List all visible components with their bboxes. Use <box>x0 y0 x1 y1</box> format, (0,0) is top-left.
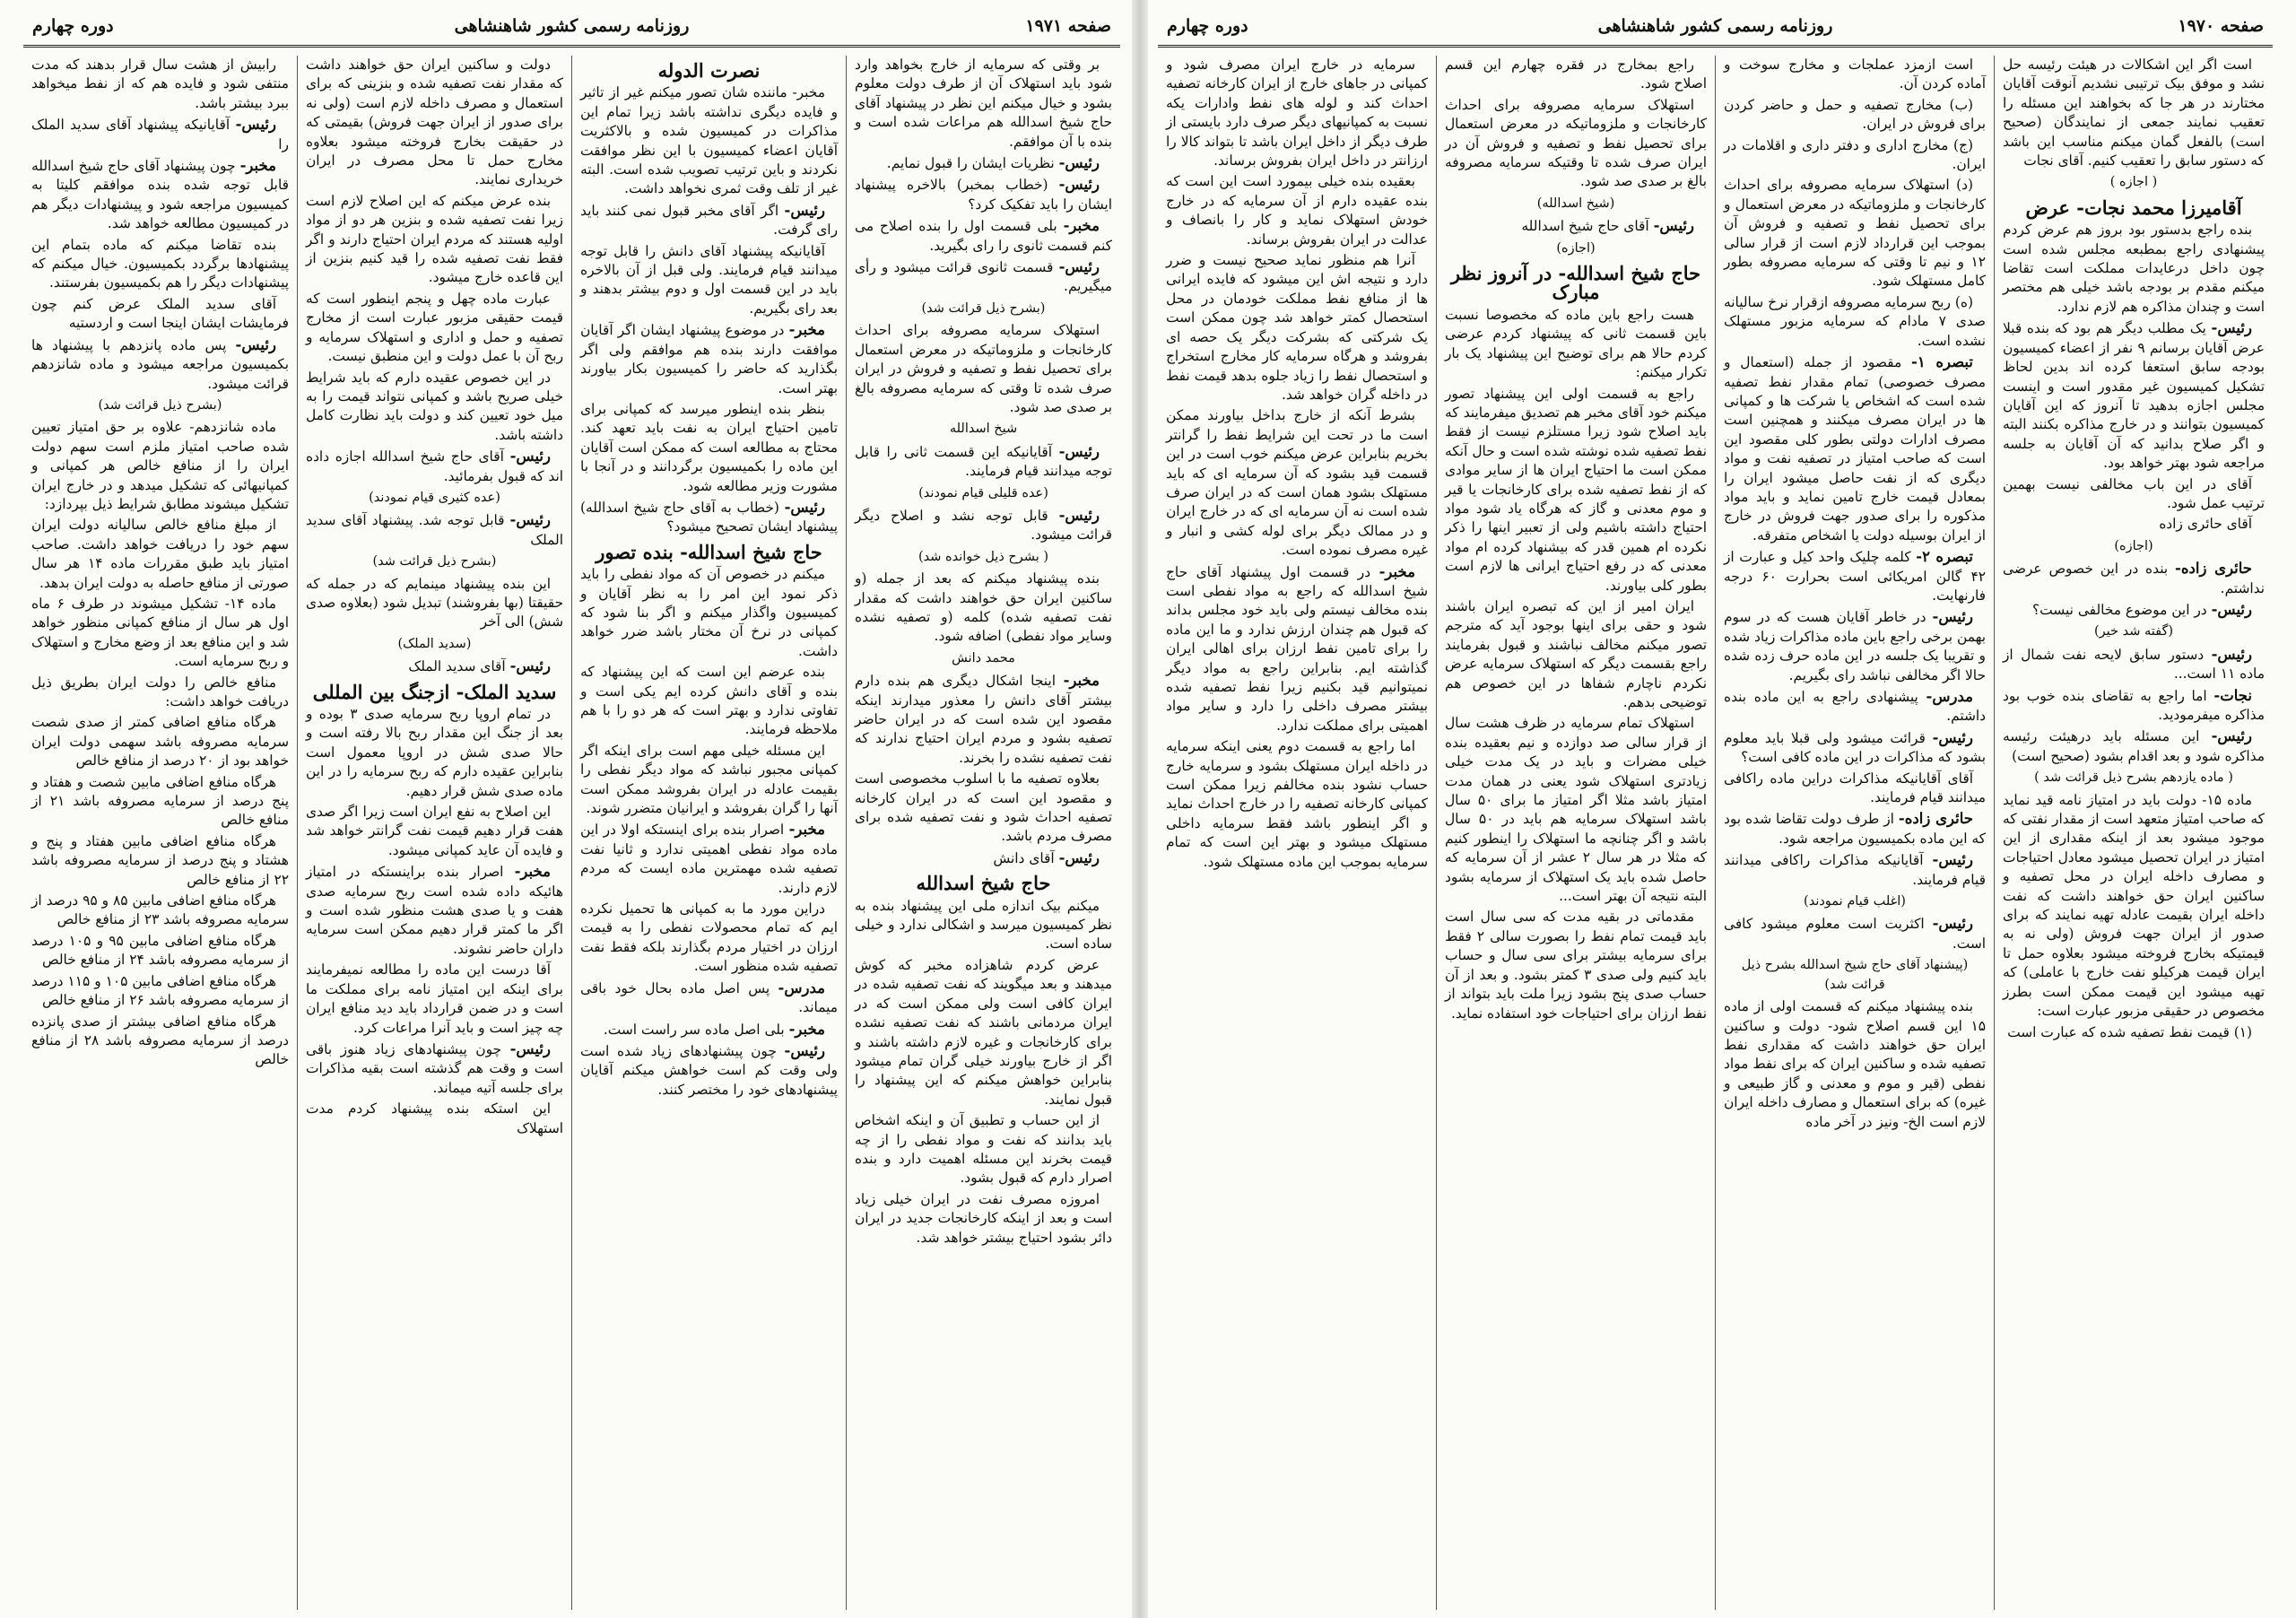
speaker-paragraph <box>2003 600 2265 620</box>
procedural-note: ( اجازه ) <box>2109 175 2158 190</box>
speaker-name: مخبر- <box>239 157 276 175</box>
speaker-name: رئیس- <box>1058 442 1100 460</box>
text-columns <box>23 56 1120 1610</box>
speech-text: قابل توجه نشد و اصلاح دیگر قرائت میشود. <box>855 507 1112 544</box>
body-paragraph: عبارت ماده چهل و پنجم اینطور است که قیمت حقیقی مزبور عبارت است از مخارج تصفیه و حمل و اداری و استهلاک سرمایه و ربح آن با عمل دولت و این منطبق نیست. <box>306 290 563 365</box>
body-paragraph: ماده ۱۴- تشکیل میشوند در طرف ۶ ماه اول هر سال از منافع کمپانی منظور خواهد شد و این منافع بعد از وضع مخارج و استهلاک و ربح سرمایه است. <box>31 595 289 670</box>
speaker-name: رئیس- <box>1932 915 1973 933</box>
body-paragraph: آقای در این باب مخالفی نیست بهمین ترتیب عمل شود. <box>2003 475 2265 511</box>
speech-text: (خطاب بمخبر) بالاخره پیشنهاد ایشان را باید تفکیک کرد؟ <box>855 177 1112 213</box>
speech-text: بلی قسمت اول را بنده اصلاح می کنم قسمت ثانوی را رای بگیرید. <box>855 218 1112 254</box>
speaker-paragraph <box>1445 216 1707 236</box>
body-paragraph: بنده پیشنهاد میکنم که قسمت اولی از ماده ۱۵ این قسم اصلاح شود- دولت و ساکنین ایران حق خواهند داشت که مقداری نفط تصفیه شده و ساکنین ایران که برای نفط مواد نفطی (قیر و موم و معدنی و گاز طبیعی و غیره) که برای استعمال و مصارف داخله ایران لازم است الخ- ونیز در آخر ماده <box>1724 998 1986 1130</box>
speech-text: آقایانیکه پیشنهاد آقای سدید الملک را <box>31 117 289 152</box>
body-paragraph: ایران امیر از این که تبصره ایران باشند شود و حقی برای اینها بوجود آید که مترجم تصور میکنم مخالف نباشند و قبول بفرمایند راجع بقسمت دیگر که استهلاک سرمایه عرض نکردم ناچارم شفاها در این خصوص هم توضیحی بدهم. <box>1445 597 1707 710</box>
speaker-name: رئیس- <box>1058 506 1100 524</box>
speaker-name: مخبر- <box>788 821 825 839</box>
speaker-name: مخبر- <box>788 321 825 339</box>
body-paragraph: بنده راجع بدستور بود بروز هم عرض کردم پیشنهادی راجع بمطبعه مجلس شده است چون داخل درعایدات مملکت است تقاضا میکنم مقدم بر بودجه باشد خیلی هم مختصر است و چندان مذاکره هم لازم ندارد. <box>2003 222 2265 315</box>
speaker-heading: آقامیرزا محمد نجات- عرض <box>2025 196 2242 219</box>
speaker-name: مخبر- <box>1063 672 1100 690</box>
body-paragraph: هرگاه منافع اضافی مابین شصت و هفتاد و پنج درصد از سرمایه مصروفه باشد ۲۱ از منافع خالص <box>31 773 289 829</box>
speech-text: اکثریت است معلوم میشود کافی است. <box>1724 916 1986 952</box>
speaker-name: رئیس- <box>1932 851 1973 869</box>
body-paragraph: اما راجع به قسمت دوم یعنی اینکه سرمایه در داخله ایران مستهلک بشود و سرمایه خارج حساب نشود بنده مخالفم زیرا ممکن است کمپانی کارخانه تصفیه را در خارج احداث نماید و اگر اینطور باشد فقط سرمایه داخلی مستهلک میشود و بهتر این است که تمام سرمایه بموجب این ماده مستهلک شود. <box>1166 738 1428 870</box>
page-number: صفحه ۱۹۷۱ <box>1025 16 1111 36</box>
speaker-paragraph <box>1724 352 1986 545</box>
body-paragraph: این بنده پیشنهاد مینمایم که در جمله که حقیقتا (بها بفروشند) تبدیل شود (بعلاوه صدی شش) الی آخر <box>306 575 563 631</box>
column-1 <box>1994 56 2273 1610</box>
speaker-name: نجات- <box>2213 686 2252 704</box>
speech-text: قابل توجه شد. پیشنهاد آقای سدید الملک <box>306 512 563 548</box>
body-paragraph: (ج) مخارج اداری و دفتر داری و اقلامات در ایران. <box>1724 136 1986 173</box>
newspaper-title: روزنامه رسمی کشور شاهنشاهی <box>454 16 690 36</box>
speaker-paragraph <box>855 175 1112 214</box>
speaker-name: رئیس- <box>1058 258 1100 276</box>
text-columns <box>1158 56 2273 1610</box>
body-paragraph: میکنم بیک اندازه ملی این پیشنهاد بنده به نظر کمیسیون میرسد و اشکالی ندارد و خیلی ساده است. <box>855 897 1112 953</box>
speech-text: اصرار بنده براینستکه در امتیاز هائیکه داده شده است ربح سرمایه صدی هفت و یا صدی هشت منظور شده است و اگر ما کمتر قرار دهیم ممکن است سرمایه داران حاضر نشوند. <box>306 864 563 957</box>
speaker-heading: حاج شیخ اسدالله <box>916 872 1051 895</box>
speaker-name: حائری زاده- <box>1898 810 1973 828</box>
speaker-heading: نصرت الدوله <box>657 59 761 82</box>
body-paragraph: این اصلاح به نفع ایران است زیرا اگر صدی هفت قرار دهیم قیمت نفت گرانتر خواهد شد و فایده آن عاید کمپانی میشود. <box>306 804 563 858</box>
body-paragraph: رابیش از هشت سال قرار بدهند که مدت منتفی شود و فایده هم که از نفط میخواهد ببرد بیشتر باشد. <box>31 57 289 111</box>
body-paragraph: این استکه بنده پیشنهاد کردم مدت استهلاک <box>306 1100 563 1136</box>
page-gutter <box>1132 0 1148 1618</box>
body-paragraph: آنرا هم منظور نماید صحیح نیست و ضرر دارد و نتیجه اش این میشود که فایده ایرانی ها از منافع نفط مملکت خودمان در محل استحصال کمتر خواهد شد چون ممکن است یک شرکتی که بشرکت دیگر یک حصه ای بفروشد و هرگاه سرمایه کار مخارج استخراج و استحصال نفط را زیاد جلوه بدهد قیمت نفط در داخله گران خواهد شد. <box>1166 252 1428 403</box>
body-paragraph: در تمام اروپا ربح سرمایه صدی ۳ بوده و بعد از جنگ این مقدار ربح بالا رفته است و حالا صدی شش در اروپا معمول است بنابراین عقیده دارم که ربح سرمایه را در این ماده صدی شش قرار دهیم. <box>306 706 563 799</box>
speech-text: اگر آقای مخبر قبول نمی کنند باید رای گرفت. <box>580 202 838 239</box>
speech-text: اما راجع به تقاضای بنده خوب بود مذاکره میفرمودید. <box>2003 687 2265 723</box>
speaker-paragraph <box>1166 562 1428 736</box>
procedural-note: (سدید الملک) <box>397 636 472 651</box>
speaker-name: رئیس- <box>509 448 551 465</box>
speaker-name: تبصره ۲- <box>1916 548 1973 566</box>
page-1970 <box>1152 9 2278 1610</box>
speaker-paragraph <box>580 979 838 1018</box>
body-paragraph: آقای آقایانیکه مذاکرات دراین ماده راکافی میدانند قیام فرمایند. <box>1724 770 1986 806</box>
speech-text: این مسئله باید درهیئت رئیسه مذاکره شود و بعد اقدام بشود (صحیح است) <box>2003 728 2265 764</box>
body-paragraph: آقای حائری زاده <box>2159 516 2252 533</box>
column-3 <box>1436 56 1715 1610</box>
period-label: دوره چهارم <box>32 16 114 36</box>
body-paragraph: مقدماتی در بقیه مدت که سی سال است باید قیمت تمام نفط را بصورت سالی ۲ فقط برای سرمایه بیشتر برای سی سال و حساب باید کنیم ولی صدی ۳ کمتر بشود. و بعد از آن حساب صدی پنج بشود زیرا ملت باید بتواند از نفط ارزان برای احتیاجات خود استفاده نماید. <box>1445 909 1707 1022</box>
speaker-paragraph <box>31 115 289 154</box>
speaker-name: رئیس- <box>1058 176 1100 194</box>
procedural-note: (شیخ اسدالله) <box>1536 196 1615 211</box>
column-2 <box>571 56 846 1610</box>
body-paragraph: هرگاه منافع اضافی مابین هفتاد و پنج و هشتاد و پنج درصد از سرمایه مصروفه باشد ۲۲ از منافع خالص <box>31 832 289 888</box>
speaker-paragraph <box>580 820 838 898</box>
period-label: دوره چهارم <box>1167 16 1248 36</box>
speaker-paragraph <box>31 335 289 394</box>
speaker-paragraph <box>580 320 838 398</box>
body-paragraph: میکنم در خصوص آن که مواد نفطی را باید ذکر نمود این امر را به نظر آقایان و کمیسیون واگذار میکنم و اگر بنا شود که کمپانی در نرخ آن مختار باشد ضرر خواهد داشت. <box>580 566 838 659</box>
speech-text: در خاطر آقایان هست که در سوم بهمن برخی راجع باین ماده مذاکرات زیاد شده و تقریبا یک جلسه در این ماده حرف زده شده حالا اگر مخالفی نباشد رای بگیریم. <box>1724 609 1986 683</box>
speaker-paragraph <box>855 671 1112 768</box>
body-paragraph: هرگاه منافع اضافی مابین ۱۰۵ و ۱۱۵ درصد از سرمایه مصروفه باشد ۲۶ از منافع خالص <box>31 972 289 1009</box>
page-number: صفحه ۱۹۷۰ <box>2178 16 2264 36</box>
speech-text: مقصود از جمله (استعمال و مصرف خصوصی) تمام مقدار نفط تصفیه شده است که اشخاص یا شرکت ها و کمپانی ها در ایران مصرف میکنند و همچنین است مصرف ادارات دولتی بطور کلی مقصود این است که صاحب امتیاز در تصفیه نفت و مواد دیگری که از نفت حاصل میشود ایران را بمعادل قیمت خارج تامین نماید و باید مواد مذکوره را برای صدور جهت فروش در خارج از ایران بوسیله دولت یا اشخاص متفرقه. <box>1724 354 1986 544</box>
speaker-paragraph <box>306 447 563 486</box>
speaker-name: رئیس- <box>2211 727 2252 745</box>
speaker-name: رئیس- <box>1058 848 1100 866</box>
body-paragraph: هرگاه منافع اضافی مابین ۸۵ و ۹۵ درصد از سرمایه مصروفه باشد ۲۳ از منافع خالص <box>31 892 289 928</box>
page-header <box>23 9 1120 48</box>
procedural-note: (گفته شد خیر) <box>2093 624 2174 639</box>
body-paragraph: آقای سدید الملک عرض کنم چون فرمایشات ایشان اینجا است و اردستیه <box>31 295 289 332</box>
procedural-note: (اجازه) <box>2114 538 2153 553</box>
speech-text: پس اصل ماده بحال خود باقی میماند. <box>580 979 838 1016</box>
body-paragraph: مخبر- ماننده شان تصور میکنم غیر از تاثیر و فایده دیگری نداشته باشد زیرا تمام این مذاکرات در کمیسیون شده و بالاکثریت آقایان اعضاء کمیسیون با این نظر موافقت نکردند و باین ترتیب تصویب شده است. البته غیر از تلف وقت ثمری نخواهد داشت. <box>580 84 838 197</box>
body-paragraph: ماده ۱۵- دولت باید در امتیاز نامه قید نماید که صاحب امتیاز متعهد است از مقدار نفتی که موجود میشود بعد از اینکه مقداری از این امتیاز در ایران تحصیل میشود معادل احتیاجات و مصارف داخله ایران در محل تصفیه و ساکنین ایران حق خواهند داشت که نفت داخله ایران بقیمت عادله تهیه نمایند که برای صدور از ایران جهت فروش (ولی نه به قیمتیکه بخارج فروخته میشود بعلاوه حمل تا ایران قیمت هرکیلو نفت خارج با عاملی) که تهیه میشود این قیمت ممکن است بطرز مخصوص در حقیقی مزبور عبارت است: <box>2003 791 2265 1020</box>
speech-text: دستور سابق لایحه نفت شمال از ماده ۱۱ است... <box>2003 646 2265 683</box>
speaker-paragraph <box>1724 809 1986 848</box>
body-paragraph: (د) استهلاک سرمایه مصروفه برای احداث کارخانجات و ملزوماتیکه در معرض استعمال و برای تحصیل نفط و تصفیه و فروش آن بموجب این قرارداد لازم است از قرار سالی ۱۲ و نیم تا وقتی که سرمایه مصروفه بطور کامل مستهلک شود. <box>1724 177 1986 290</box>
procedural-note: (اغلب قیام نمودند) <box>1804 894 1906 909</box>
speaker-name: مخبر- <box>514 863 551 881</box>
speech-text: آقای حاج شیخ اسدالله <box>1521 218 1649 235</box>
body-paragraph: بنده عرضم این است که این پیشنهاد که بنده و آقای دانش کرده ایم یکی است و تفاوتی ندارد و بهتر است که هر دو را با هم ملاحظه فرمایند. <box>580 664 838 738</box>
body-paragraph: بر وقتی که سرمایه از خارج بخواهد وارد شود باید استهلاک آن از طرف دولت معلوم بشود و خیال میکنم این نظر در پیشنهاد آقای حاج شیخ اسدالله هم مراعات شده است و بنده با آن موافقم. <box>855 57 1112 150</box>
body-paragraph: (ب) مخارج تصفیه و حمل و حاضر کردن برای فروش در ایران. <box>1724 96 1986 133</box>
speaker-name: مخبر- <box>1063 217 1100 235</box>
procedural-note: (عده کثیری قیام نمودند) <box>369 490 500 505</box>
body-paragraph: بنده تقاضا میکنم که ماده بتمام این پیشنهادها برگردد بکمیسیون. خیال میکنم که پیشنهادات دیگر را هم بکمیسیون بفرستند. <box>31 236 289 291</box>
column-3 <box>297 56 571 1610</box>
body-paragraph: بنده عرض میکنم که این اصلاح لازم است زیرا نفت تصفیه شده و بنزین هر دو از مواد اولیه هستند که مردم ایران احتیاج دارند و اگر فقط نفت تصفیه شده را قید کنیم بنزین از این قاعده خارج میشود. <box>306 192 563 286</box>
procedural-note: (پیشنهاد آقای حاج شیخ اسدالله بشرح ذیل قرائت شد) <box>1741 958 1969 992</box>
body-paragraph: راجع بمخارج در فقره چهارم این قسم اصلاح شود. <box>1445 57 1707 92</box>
speaker-paragraph <box>306 510 563 550</box>
speech-text: چون پیشنهادهای زیاد هنوز باقی است و وقت هم گذشته است بقیه مذاکرات برای جلسه آتیه میماند. <box>306 1040 563 1096</box>
speaker-paragraph <box>855 506 1112 545</box>
speaker-name: رئیس- <box>235 335 276 353</box>
body-paragraph: دراین مورد ما به کمپانی ها تحمیل نکرده ایم که تمام محصولات نفطی را به قیمت ارزان در اختیار مردم بگذارند بلکه فقط نفت تصفیه شده منظور است. <box>580 900 838 975</box>
speech-text: آقایانیکه این قسمت ثانی را قابل توجه میدانند قیام فرمایند. <box>855 443 1112 480</box>
speaker-name: مخبر- <box>788 1020 825 1038</box>
procedural-note: (عده قلیلی قیام نمودند) <box>918 485 1048 500</box>
speaker-name: رئیس- <box>2211 319 2252 337</box>
speaker-heading: سدید الملک- ازجنگ بین المللی <box>312 680 557 703</box>
body-paragraph: امروزه مصرف نفت در ایران خیلی زیاد است و بعد از اینکه کارخانجات جدید در ایران دائر بشود احتیاج بیشتر خواهد شد. <box>855 1190 1112 1246</box>
newspaper-title: روزنامه رسمی کشور شاهنشاهی <box>1597 16 1833 36</box>
body-paragraph: (ه) ربح سرمایه مصروفه ازقرار نرخ سالیانه صدی ۷ مادام که سرمایه مزبور مستهلک نشده است. <box>1724 293 1986 349</box>
speaker-paragraph <box>2003 559 2265 598</box>
speaker-paragraph <box>1724 850 1986 890</box>
body-paragraph: بعقیده بنده خیلی بیمورد است این است که بنده عقیده دارم از آن سرمایه که در خارج خودش استهلاک نماید و کار را بانصاف و عدالت در ایران بفروش برساند. <box>1166 173 1428 248</box>
body-paragraph: منافع خالص را دولت ایران بطریق ذیل دریافت خواهد داشت: <box>31 674 289 709</box>
speaker-name: رئیس- <box>509 1040 551 1057</box>
speech-text: کلمه چلیک واحد کیل و عبارت از ۴۲ گالن امریکائی است بحرارت ۶۰ درجه فارنهایت. <box>1724 549 1986 604</box>
speaker-name: رئیس- <box>2211 600 2252 618</box>
speaker-name: رئیس- <box>1058 154 1100 172</box>
speaker-name: رئیس- <box>509 511 551 529</box>
procedural-note: ( بشرح ذیل خوانده شد) <box>918 549 1049 564</box>
speech-text: نظریات ایشان را قبول نمایم. <box>886 155 1055 172</box>
speaker-paragraph <box>2003 645 2265 684</box>
column-4 <box>1158 56 1436 1610</box>
page-header <box>1158 9 2273 48</box>
speaker-paragraph <box>580 498 838 537</box>
speech-text: از طرف دولت تقاضا شده بود که این ماده بکمیسیون مراجعه شود. <box>1724 811 1986 847</box>
column-4 <box>23 56 297 1610</box>
speaker-paragraph <box>306 657 563 676</box>
speaker-paragraph <box>1724 687 1986 726</box>
body-paragraph: آقایانیکه پیشنهاد آقای دانش را قابل توجه میدانند قیام فرمایند. ولی قبل از آن بالاخره باید در این قسمت اول و دوم بیشتر بدهند و بعد رای بگیریم. <box>580 242 838 317</box>
speaker-name: مدرس- <box>778 979 825 996</box>
speaker-name: رئیس- <box>235 116 276 134</box>
speaker-paragraph <box>855 257 1112 297</box>
speech-text: آقای حاج شیخ اسدالله اجازه داده اند که قبول بفرمائید. <box>306 448 563 484</box>
speaker-paragraph <box>855 153 1112 173</box>
speech-text: در موضوع پیشنهاد ایشان اگر آقایان موافقت دارند بنده هم موافقم ولی اگر بگذارید که حاضر را کمیسیون بکار بیاورند بهتر است. <box>580 322 838 396</box>
body-paragraph: استهلاک سرمایه مصروفه برای احداث کارخانجات و ملزوماتیکه در معرض استعمال برای تحصیل نفط و تصفیه و فروش آن در ایران صرف شده تا وقتیکه سرمایه مصروفه بالغ بر صدی صد شود. <box>1445 96 1707 190</box>
speaker-name: رئیس- <box>784 201 825 219</box>
body-paragraph: استهلاک تمام سرمایه در ظرف هشت سال از قرار سالی صد دوازده و نیم بعقیده بنده خیلی مضرات و باید در یک مدت خیلی زیادتری استهلاک شود یعنی در همان مدت امتیاز باشد مثلا اگر امتیاز ما برای ۵۰ سال باشد استهلاک سرمایه هم باید در ۵۰ سال باشد و اگر چنانچه ما استهلاک را اینطور کنیم که مثلا در هر سال ۲ عشر از آن سرمایه که حاصل شده باید یک استهلاک از سرمایه بشود البته نتیجه آن بهتر است... <box>1445 715 1707 905</box>
speech-text: چون پیشنهاد آقای حاج شیخ اسدالله قابل توجه شده بنده موافقم کلیتا به کمیسیون مراجعه شود و پیشنهادات دیگر هم در کمیسیون مطالعه خواهد شد. <box>31 158 289 232</box>
speaker-name: رئیس- <box>784 498 825 516</box>
body-paragraph: راجع به قسمت اولی این پیشنهاد تصور میکنم خود آقای مخبر هم تصدیق میفرمایند که باید اصلاح شود زیرا مستلزم نیست از فقط نفط تصفیه شده نوشته شده است و حال آنکه ممکن است ما احتیاج ایران ها از سایر موادی که از نفط تصفیه شده برای کارخانجات یا قیر و موم معدنی و گاز که هرگاه یاد شود مواد احتیاج داشته باشیم ولی از تعبیر اینها را ذکر نکرده ام همین قدر که بیشنهاد کرده ام مواد معدنی که در رفع احتیاج ایرانی ها لازم است بطور کلی بیاورند. <box>1445 385 1707 594</box>
speech-text: یک مطلب دیگر هم بود که بنده قبلا عرض آقایان برسانم ۹ نفر از اعضاء کمیسیون بودجه سابق استعفا کرده اند بدین لحاظ تشکیل کمیسیون غیر مقدور است و اینست مجلس اجازه بدهید تا آنروز که این آقایان کمیسیون بتوانند و در خارج مذاکره بکنند البته و اگر صلاح بدانید که آن آقایان به جلسه مراجعه شود بهتر خواهد بود. <box>2003 320 2265 472</box>
speaker-paragraph <box>855 442 1112 482</box>
procedural-note: (بشرح ذیل قرائت شد) <box>98 397 222 413</box>
body-paragraph: بنظر بنده اینطور میرسد که کمپانی برای تامین احتیاج ایران به نفت باید تعهد کند. محتاج به مطالعه است که ممکن است آقایان این ماده را بکمیسیون برگردانند و در آنجا با مشورت وزیر مطالعه شود. <box>580 400 838 494</box>
speech-text: در قسمت اول پیشنهاد آقای حاج شیخ اسدالله که راجع به مواد نفطی است بنده مخالف نیستم ولی باید خود مجلس بداند که قبول هم چندان ارزش ندارد و ما این ماده را برای تامین نفط ارزان برای اهالی ایران گذاشته ایم. بنابراین راجع به مواد دیگر نمیتوانیم قید بکنیم زیرا نفط تصفیه شده بیشتر مصرف داخلی را دارد و سایر مواد اهمیتی برای مملکت ندارد. <box>1166 563 1428 734</box>
body-paragraph: (۱) قیمت نفط تصفیه شده که عبارت است <box>2007 1023 2252 1040</box>
speech-text: اصرار بنده برای اینستکه اولا در این ماده مواد نفطی اهمیتی ندارد و ثانیا نفت تصفیه شده مهمترین ماده ایست که مردم لازم دارند. <box>580 822 838 896</box>
speech-text: اینجا اشکال دیگری هم بنده دارم بیشتر آقای دانش را معذور میدارند اینکه مقصود این شده است که در ایران حاضر تصفیه بشود و مردم ایران احتیاج ندارند که نفت تصفیه نشده را بخرند. <box>855 673 1112 766</box>
procedural-note: ( ماده یازدهم بشرح ذیل قرائت شد ) <box>2034 770 2233 786</box>
speech-text: آقایانیکه مذاکرات راکافی میدانند قیام فرمایند. <box>1724 852 1986 888</box>
speaker-name: رئیس- <box>509 657 551 675</box>
procedural-note: (بشرح ذیل قرائت شد) <box>372 554 497 570</box>
speech-text: بلی اصل ماده سر راست است. <box>603 1021 785 1038</box>
body-paragraph: است اگر این اشکالات در هیئت رئیسه حل نشد و موفق بیک ترتیبی نشدیم آنوقت آقایان مختارند در هر جا که بخواهند این مسئله را تعقیب نمایند جمعی از نمایندگان (صحیح است) بالفعل گمان میکنم مناسب این باشد که دستور سابق را تعقیب کنیم. آقای نجات <box>2003 57 2265 170</box>
speaker-paragraph <box>1724 914 1986 953</box>
speech-text: بنده در این خصوص عرضی نداشتم. <box>2003 561 2265 596</box>
speech-text: آقای سدید الملک <box>408 658 506 675</box>
body-paragraph: هرگاه منافع اضافی مابین ۹۵ و ۱۰۵ درصد از سرمایه مصروفه باشد ۲۴ از منافع خالص <box>31 932 289 969</box>
speaker-paragraph <box>580 201 838 240</box>
column-1 <box>846 56 1120 1610</box>
column-2 <box>1715 56 1994 1610</box>
body-paragraph: آقا درست این ماده را مطالعه نمیفرمایند برای اینکه این امتیاز نامه برای مملکت ما است و در ضمن قرارداد باید دید منافع ایران چه چیز است و باید آنرا مراعات کرد. <box>306 961 563 1036</box>
speaker-heading: حاج شیخ اسدالله- بنده تصور <box>596 540 822 563</box>
speech-text: پس ماده پانزدهم با پیشنهاد ها بکمیسیون مراجعه میشود و ماده شانزدهم قرائت میشود. <box>31 336 289 392</box>
body-paragraph: هست راجع باین ماده که مخصوصا نسبت باین قسمت ثانی که پیشنهاد کردم عرضی کردم حالا هم برای توضیح این پیشنهاد یک بار تکرار میکنم: <box>1445 306 1707 381</box>
speaker-paragraph <box>2003 726 2265 766</box>
body-paragraph: استهلاک سرمایه مصروفه برای احداث کارخانجات و ملزوماتیکه در معرض استعمال برای تحصیل نفط و تصفیه و فروش در ایران صرف شده تا وقتی که سرمایه مصروفه بالغ بر صدی صد شود. <box>855 322 1112 415</box>
speaker-paragraph <box>580 1041 838 1100</box>
speaker-paragraph <box>580 1020 838 1040</box>
body-paragraph: بشرط آنکه از خارج بداخل بیاورند ممکن است ما در تحت این شرایط نفط را گرانتر بخریم بنابراین عرض میکنم خوب است در این قسمت قید بشود که آن سرمایه ای که باید مستهلک بشود همان است که در ایران صرف شده است نه آن سرمایه ای که در خارج ایران و در ممالک دیگر برای لوله کشی و انبار و غیره مصرف نموده است. <box>1166 407 1428 559</box>
body-paragraph: ماده شانزدهم- علاوه بر حق امتیاز تعیین شده صاحب امتیاز ملزم است سهم دولت ایران را از منافع خالص هر کمپانی و کمپانیهائی که تشکیل میدهد و در خارج ایران تشکیل میشوند مطابق شرایط ذیل بپردازد: <box>31 419 289 512</box>
speaker-paragraph <box>1724 607 1986 685</box>
speaker-name: رئیس- <box>1653 217 1694 235</box>
speaker-paragraph <box>306 1040 563 1098</box>
body-paragraph: دولت و ساکنین ایران حق خواهند داشت که مقدار نفت تصفیه شده و بنزینی که برای استعمال و مصرف داخله لازم است (ولی نه برای صدور از ایران جهت فروش) بقیمتی که در حقیقت بخارج فروخته میشود بعلاوه مخارج حمل تا محل مصرف در ایران خریداری نمایند. <box>306 57 563 188</box>
speaker-name: حائری زاده- <box>2175 560 2252 578</box>
body-paragraph: از مبلغ منافع خالص سالیانه دولت ایران سهم خود را دریافت خواهد داشت. صاحب امتیاز باید طبق مقررات ماده ۱۴ هر سال صورتی از منافع حاصله به دولت ایران بدهد. <box>31 517 289 591</box>
speaker-paragraph <box>1724 728 1986 768</box>
procedural-note: شیخ اسدالله <box>949 422 1018 437</box>
body-paragraph: بنده پیشنهاد میکنم که بعد از جمله (و ساکنین ایران حق خواهند داشت که مقدار نفت تصفیه شده) کلمه (و تصفیه نشده وسایر مواد نفطی) اضافه شود. <box>855 570 1112 645</box>
body-paragraph: عرض کردم شاهزاده مخبر که کوش میدهند و بعد میگویند که نفت تصفیه شده در ایران کافی است ولی ممکن است که در ایران مردمانی باشند که نفت تصفیه نشده برای کارخانجات و غیره لازم داشته باشند و اگر از خارج بیاورند خیلی گران تمام میشود بنابراین خواهش میکنم که این پیشنهاد را قبول نمایند. <box>855 956 1112 1108</box>
speech-text: قسمت ثانوی قرائت میشود و رأی میگیریم. <box>855 259 1112 295</box>
speaker-paragraph <box>2003 686 2265 726</box>
speaker-paragraph <box>1724 547 1986 605</box>
procedural-note: محمد دانش <box>952 650 1015 665</box>
speaker-paragraph <box>855 216 1112 256</box>
speaker-name: تبصره ۱- <box>1911 353 1973 371</box>
speaker-paragraph <box>2003 318 2265 473</box>
speech-text: پیشنهادی راجع به این ماده بنده داشتم. <box>1724 689 1986 725</box>
body-paragraph: هرگاه منافع اضافی کمتر از صدی شصت سرمایه مصروفه باشد سهمی دولت ایران خواهد بود از ۲۰ درصد از منافع خالص <box>31 714 289 770</box>
body-paragraph: است ازمزد عملجات و مخارج سوخت و آماده کردن آن. <box>1724 57 1986 92</box>
speaker-name: مدرس- <box>1926 688 1973 705</box>
body-paragraph: سرمایه در خارج ایران مصرف شود و کمپانی در جاهای خارج از ایران کارخانه تصفیه احداث کند و لوله های نفط وادارات یکه نسبت به کمپانیهای دیگر صرف دارد بایستی از طرف دیگر از داخل ایران باشد تا بتواند کالا را ارزانتر در داخل ایران بفروش برساند. <box>1166 57 1428 170</box>
speaker-paragraph <box>855 848 1112 868</box>
speaker-heading: حاج شیخ اسدالله- در آنروز نظر مبارک <box>1450 262 1701 304</box>
speaker-name: مخبر- <box>1378 562 1415 580</box>
speech-text: (خطاب به آقای حاج شیخ اسدالله) پیشنهاد ایشان تصحیح میشود؟ <box>580 499 838 535</box>
speaker-paragraph <box>306 862 563 959</box>
page-1971 <box>18 9 1126 1610</box>
speaker-name: رئیس- <box>784 1041 825 1059</box>
body-paragraph: هرگاه منافع اضافی بیشتر از صدی پانزده درصد از سرمایه مصروفه باشد ۲۸ از منافع خالص <box>31 1013 290 1068</box>
speech-text: قرائت میشود ولی قبلا باید معلوم بشود که مذاکرات در این ماده کافی است؟ <box>1724 729 1986 766</box>
speech-text: آقای دانش <box>993 849 1055 866</box>
speaker-name: رئیس- <box>2211 645 2252 663</box>
speaker-name: رئیس- <box>1932 608 1973 626</box>
speech-text: چون پیشنهادهای زیاد شده است ولی وقت کم است خواهش میکنم آقایان پیشنهادهای خود را مختصر کنند. <box>580 1042 838 1098</box>
speech-text: در این موضوع مخالفی نیست؟ <box>2032 601 2207 618</box>
body-paragraph: بعلاوه تصفیه ما با اسلوب مخصوصی است و مقصود این است که در ایران کارخانه تصفیه احداث شود و نفت تصفیه شده برای مصرف مردم باشد. <box>855 770 1112 845</box>
body-paragraph: در این خصوص عقیده دارم که باید شرایط خیلی صریح باشد و کمپانی نتواند قیمت را به میل خود تعیین کند و دولت باید نظارت کامل داشته باشد. <box>306 369 563 443</box>
body-paragraph: از این حساب و تطبیق آن و اینکه اشخاص باید بدانند که نفت و مواد نفطی را از چه قیمت بخرند این مسئله اهمیت دارد و بنده اصرار دارم که قبول بشود. <box>855 1112 1112 1187</box>
body-paragraph: این مسئله خیلی مهم است برای اینکه اگر کمپانی مجبور نباشد که مواد دیگر نفطی را بقیمت عادله در ایران بفروشد ممکن است آنها را گران بفروشد و ایرانیان متضرر شوند. <box>580 742 838 817</box>
procedural-note: (اجازه) <box>1556 240 1596 256</box>
speaker-name: رئیس- <box>1932 728 1973 746</box>
procedural-note: (بشرح ذیل قرائت شد) <box>921 300 1046 316</box>
speaker-paragraph <box>31 156 289 234</box>
